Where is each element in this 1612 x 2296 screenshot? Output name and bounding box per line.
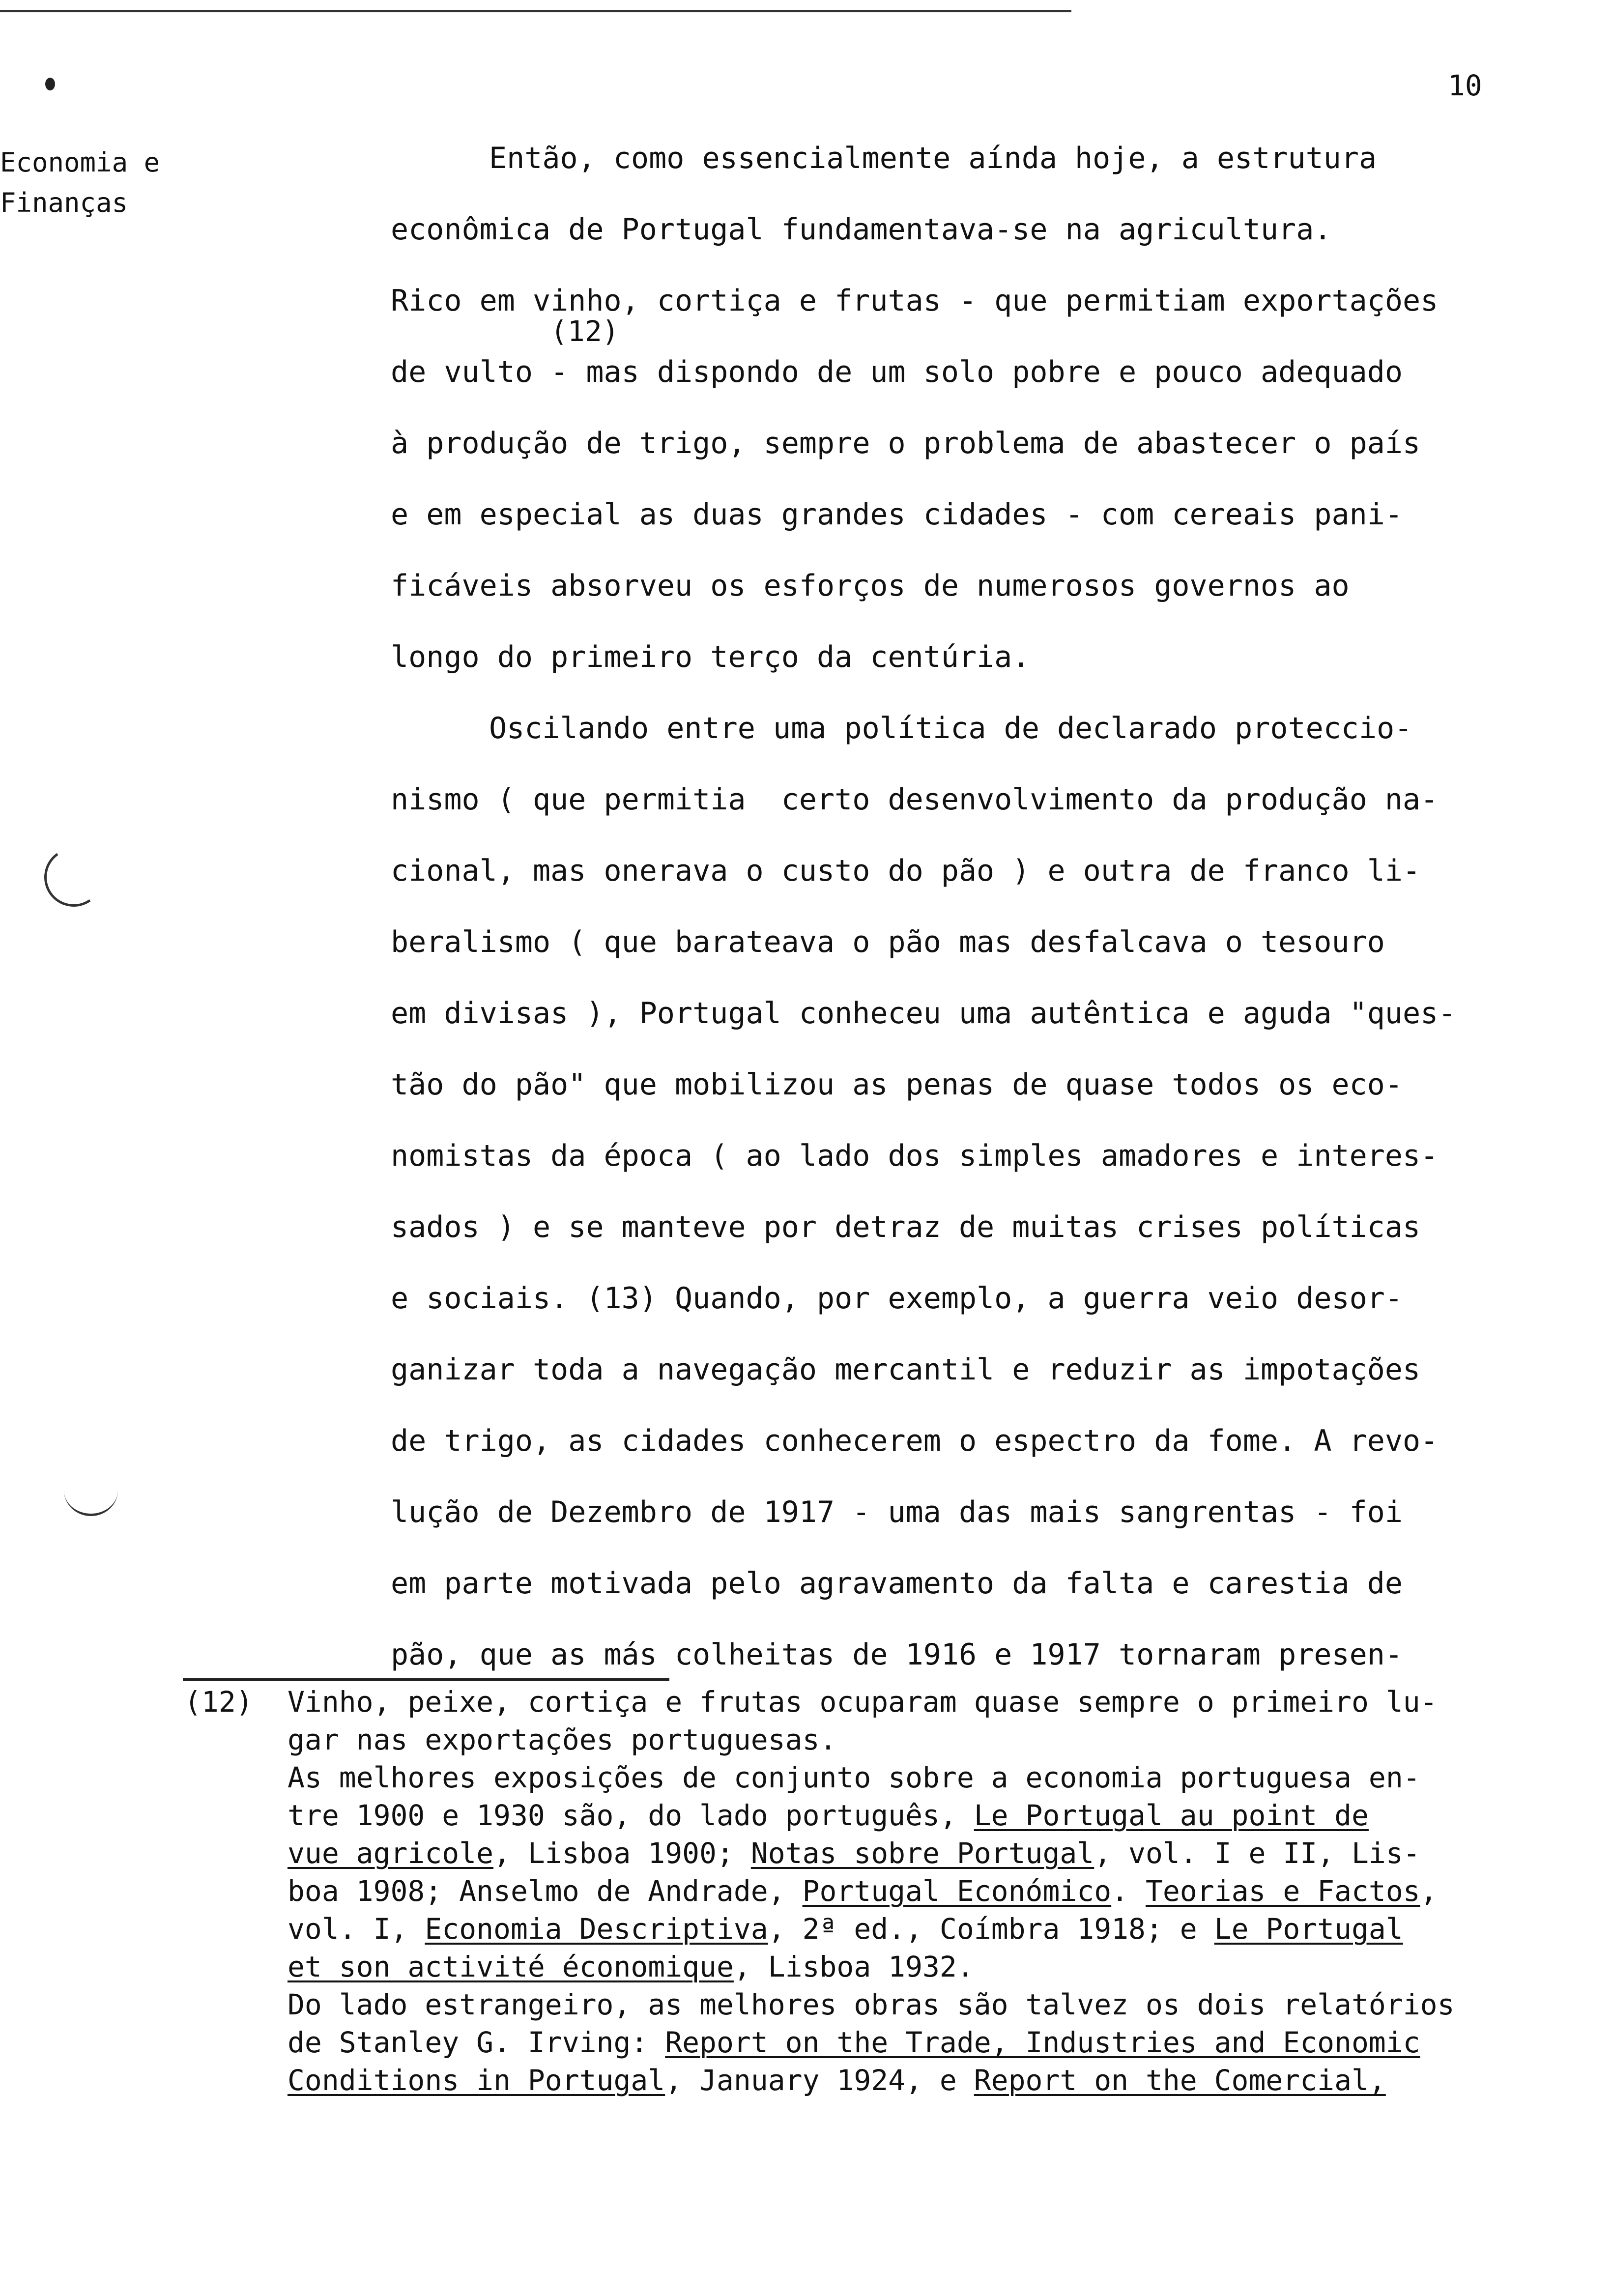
book-title: Le Portugal au point de: [974, 1799, 1369, 1832]
book-title: vue agricole: [288, 1837, 494, 1870]
footnote-line: vue agricole, Lisboa 1900; Notas sobre Portugal, vol. I e II, Lis-: [288, 1837, 1420, 1870]
footnote-line: gar nas exportações portuguesas.: [288, 1723, 837, 1756]
footnote-line: Conditions in Portugal, January 1924, e Report on the Comercial,: [288, 2064, 1386, 2097]
text-line: à produção de trigo, sempre o problema de abastecer o país: [391, 426, 1421, 460]
footnote-reference: (12): [550, 315, 619, 348]
book-title: et son activité économique: [288, 1950, 734, 1983]
margin-note-line: Economia e: [0, 147, 160, 178]
footnote-body: [288, 1683, 1605, 2099]
footnote-rule: [183, 1678, 669, 1681]
margin-note: [0, 143, 160, 223]
book-title: Report on the Trade, Industries and Economic: [665, 2026, 1420, 2059]
book-title: Report on the Comercial,: [974, 2064, 1386, 2097]
text-line: ganizar toda a navegação mercantil e reduzir as impotações: [391, 1352, 1421, 1387]
text-line: Então, como essencialmente aínda hoje, a estrutura: [489, 141, 1377, 175]
book-title: Economia Descriptiva: [425, 1912, 768, 1946]
footnote-line: As melhores exposições de conjunto sobre a economia portuguesa en-: [288, 1761, 1420, 1794]
footnote-line: boa 1908; Anselmo de Andrade, Portugal Económico. Teorias e Factos,: [288, 1874, 1438, 1908]
footnote-line: Do lado estrangeiro, as melhores obras são talvez os dois relatórios: [288, 1988, 1455, 2021]
book-title: Portugal Económico: [802, 1874, 1112, 1908]
text-line: ficáveis absorveu os esforços de numerosos governos ao: [391, 569, 1350, 603]
text-line: nismo ( que permitia certo desenvolvimento da produção na-: [391, 782, 1439, 817]
bullet-mark: [45, 78, 55, 90]
footnote-line: Vinho, peixe, cortiça e frutas ocuparam quase sempre o primeiro lu-: [288, 1685, 1438, 1719]
text-line: e sociais. (13) Quando, por exemplo, a guerra veio desor-: [391, 1281, 1403, 1316]
footnote-line: de Stanley G. Irving: Report on the Trade, Industries and Economic: [288, 2026, 1420, 2059]
text-line: e em especial as duas grandes cidades - com cereais pani-: [391, 497, 1403, 532]
text-line: longo do primeiro terço da centúria.: [391, 640, 1030, 674]
text-line: Oscilando entre uma política de declarado proteccio-: [489, 711, 1412, 746]
text-line: econômica de Portugal fundamentava-se na agricultura.: [391, 212, 1332, 247]
handwritten-mark: [39, 843, 108, 911]
text-line: beralismo ( que barateava o pão mas desfalcava o tesouro: [391, 925, 1385, 959]
text-line: Rico em vinho, cortiça e frutas - que permitiam exportações: [391, 284, 1439, 318]
footnote-label: (12): [184, 1685, 253, 1719]
book-title: Conditions in Portugal: [288, 2064, 665, 2097]
text-line: de vulto - mas dispondo de um solo pobre e pouco adequado: [391, 355, 1403, 389]
footnote-line: et son activité économique, Lisboa 1932.: [288, 1950, 974, 1983]
margin-note-line: Finanças: [0, 187, 128, 218]
text-line: sados ) e se manteve por detraz de muitas crises políticas: [391, 1210, 1421, 1244]
footnote-line: vol. I, Economia Descriptiva, 2ª ed., Coímbra 1918; e Le Portugal: [288, 1912, 1403, 1946]
text-line: nomistas da época ( ao lado dos simples amadores e interes-: [391, 1139, 1439, 1173]
text-line: cional, mas onerava o custo do pão ) e outra de franco li-: [391, 854, 1421, 888]
book-title: Teorias e Factos: [1145, 1874, 1420, 1908]
book-title: Notas sobre Portugal: [750, 1837, 1094, 1870]
handwritten-mark: [64, 1464, 118, 1516]
text-line: em parte motivada pelo agravamento da falta e carestia de: [391, 1566, 1403, 1601]
top-rule: [0, 10, 1071, 12]
text-line: tão do pão" que mobilizou as penas de quase todos os eco-: [391, 1067, 1403, 1102]
text-line: de trigo, as cidades conhecerem o espectro da fome. A revo-: [391, 1424, 1439, 1458]
text-line: lução de Dezembro de 1917 - uma das mais sangrentas - foi: [391, 1495, 1403, 1529]
book-title: Le Portugal: [1214, 1912, 1403, 1946]
text-line: em divisas ), Portugal conheceu uma autêntica e aguda "ques-: [391, 996, 1456, 1031]
footnote-line: tre 1900 e 1930 são, do lado português, Le Portugal au point de: [288, 1799, 1369, 1832]
text-line: pão, que as más colheitas de 1916 e 1917 tornaram presen-: [391, 1637, 1403, 1672]
main-text: [391, 123, 1536, 1691]
page-number: 10: [1448, 69, 1482, 102]
